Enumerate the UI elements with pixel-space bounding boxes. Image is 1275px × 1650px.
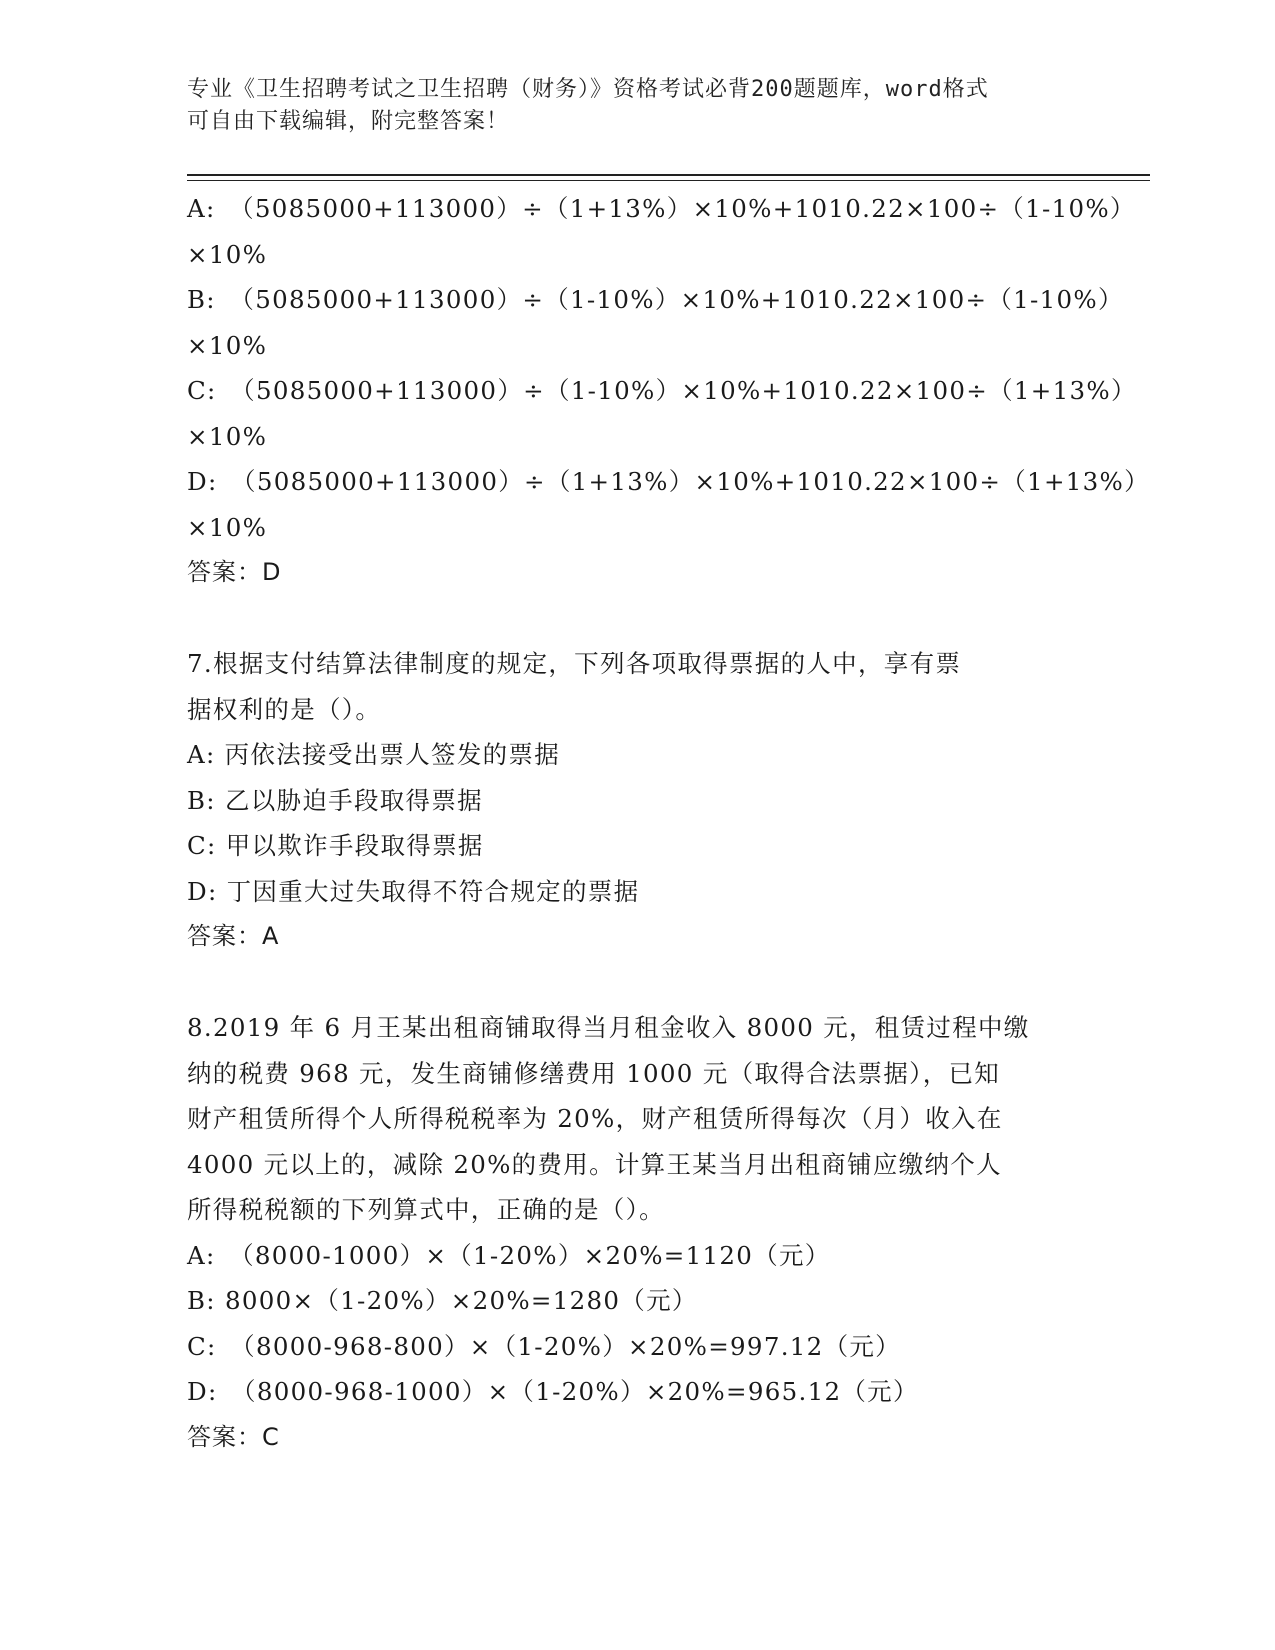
q6-option-a-line-2: ×10% <box>187 239 268 269</box>
q8-stem-line-2: 纳的税费 968 元，发生商铺修缮费用 1000 元（取得合法票据），已知 <box>187 1058 1001 1088</box>
q8-option-a: A: （8000-1000）×（1-20%）×20%=1120（元） <box>187 1240 831 1270</box>
q7-option-c: C: 甲以欺诈手段取得票据 <box>187 831 484 860</box>
q8-option-d: D: （8000-968-1000）×（1-20%）×20%=965.12（元） <box>187 1377 919 1406</box>
header-divider-thick <box>187 174 1150 176</box>
header-line-2: 可自由下载编辑，附完整答案！ <box>187 109 510 134</box>
q7-option-d: D: 丁因重大过失取得不符合规定的票据 <box>187 876 640 906</box>
q6-option-d-line-2: ×10% <box>187 512 268 542</box>
q8-answer: 答案：C <box>187 1422 280 1451</box>
question-8 <box>187 1005 1087 1460</box>
q7-stem-line-1: 7.根据支付结算法律制度的规定，下列各项取得票据的人中，享有票 <box>187 649 962 678</box>
q7-option-b: B: 乙以胁迫手段取得票据 <box>187 785 483 815</box>
document-body <box>187 186 1150 1460</box>
q6-answer: 答案：D <box>187 558 282 586</box>
q6-option-b-line-2: ×10% <box>187 330 268 360</box>
document-header <box>187 74 1067 138</box>
q6-option-a-line-1: A: （5085000+113000）÷（1+13%）×10%+1010.22×100÷（1-10%） <box>187 194 1136 223</box>
q8-option-c: C: （8000-968-800）×（1-20%）×20%=997.12（元） <box>187 1331 901 1361</box>
q8-stem-line-5: 所得税税额的下列算式中，正确的是（）。 <box>187 1195 665 1224</box>
header-divider-thin <box>187 180 1150 181</box>
header-line-1: 专业《卫生招聘考试之卫生招聘（财务）》资格考试必背200题题库，word格式 <box>187 77 989 102</box>
q8-stem-line-3: 财产租赁所得个人所得税税率为 20%，财产租赁所得每次（月）收入在 <box>187 1104 1003 1133</box>
q8-option-b: B: 8000×（1-20%）×20%=1280（元） <box>187 1286 698 1315</box>
q7-stem-line-2: 据权利的是（）。 <box>187 694 382 724</box>
q6-option-c-line-1: C: （5085000+113000）÷（1-10%）×10%+1010.22×100÷（1+13%） <box>187 376 1137 405</box>
question-7 <box>187 641 1087 960</box>
question-spacer <box>187 960 1087 1006</box>
q6-option-c-line-2: ×10% <box>187 421 268 451</box>
q6-option-b-line-1: B: （5085000+113000）÷（1-10%）×10%+1010.22×100÷（1-10%） <box>187 285 1124 314</box>
q8-stem-line-1: 8.2019 年 6 月王某出租商铺取得当月租金收入 8000 元，租赁过程中缴 <box>187 1013 1030 1042</box>
q6-option-d-line-1: D: （5085000+113000）÷（1+13%）×10%+1010.22×100÷（1+13%） <box>187 467 1150 496</box>
question-6 <box>187 186 1150 596</box>
q7-answer: 答案：A <box>187 922 280 950</box>
q7-option-a: A: 丙依法接受出票人签发的票据 <box>187 740 561 769</box>
q8-stem-line-4: 4000 元以上的，减除 20%的费用。计算王某当月出租商铺应缴纳个人 <box>187 1149 1002 1179</box>
question-spacer <box>187 596 1087 642</box>
